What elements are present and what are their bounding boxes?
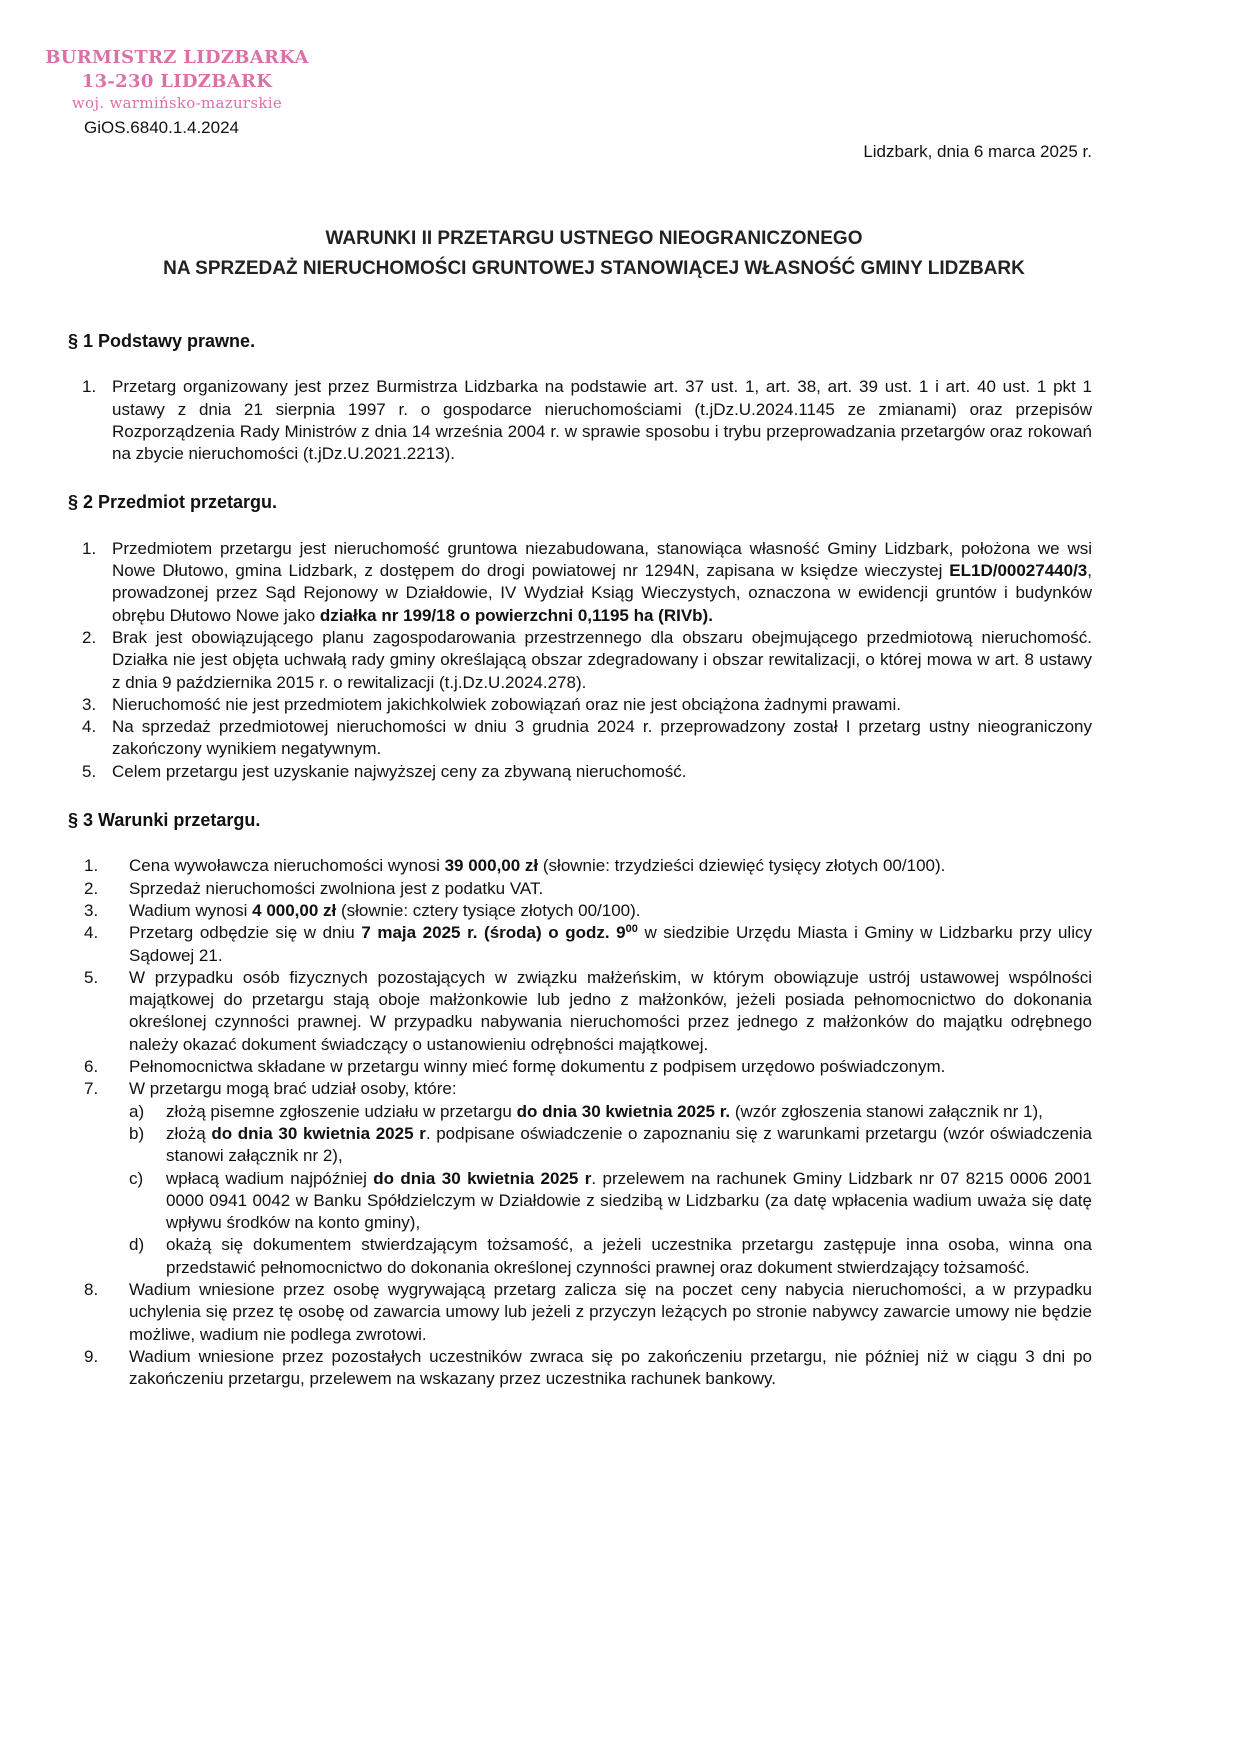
item-text: W przypadku osób fizycznych pozostających w związku małżeńskim, w którym obowiązuje ustrój ustawowej wspólności majątkowej do przetargu stają oboje małżonkowie lub jedno z małżonków, jeżeli posiada pełnomocnictwo do dokonania określonej czynności prawnej. W przypadku nabywania nieruchomości przez jednego z małżonków do majątku odrębnego należy okazać dokument świadczący o ustanowieniu odrębności majątkowej. [129,967,1092,1054]
list-item [68,716,1092,761]
land-register-number: EL1D/00027440/3 [949,561,1088,581]
item-number: 4. [82,717,97,737]
section-3-list [68,855,1092,1390]
item-text: (słownie: trzydzieści dziewięć tysięcy złotych 00/100). [538,856,946,876]
list-item [68,855,1092,877]
list-item [68,376,1092,465]
item-number: 3. [82,694,97,714]
item-text: Wadium wniesione przez osobę wygrywającą przetarg zalicza się na poczet ceny nabycia nieruchomości, a w przypadku uchylenia się przez tę osobę od zawarcia umowy lub jeżeli z przyczyn leżących po stronie nabywcy zawarcie umowy nie będzie możliwe, wadium nie podlega zwrotowi. [129,1279,1092,1344]
item-text: Wadium wniesione przez pozostałych uczestników zwraca się po zakończeniu przetargu, nie później niż w ciągu 3 dni po zakończeniu przetargu, przelewem na wskazany przez uczestnika rachunek bankowy. [129,1346,1092,1389]
item-text: W przetargu mogą brać udział osoby, które: [129,1079,457,1099]
document-body [68,330,1092,1416]
list-item [68,538,1092,627]
item-number: 9. [84,1346,99,1366]
item-text: Wadium wynosi [129,900,253,920]
item-text: Przedmiotem przetargu jest nieruchomość gruntowa niezabudowana, stanowiąca własność Gminy Lidzbark, położona we wsi Nowe Dłutowo, gmina Lidzbark, z dostępem do drogi powiatowej nr 1294N, zapisana w księdze wieczystej [112,538,1092,581]
section-heading: § 3 Warunki przetargu. [68,810,261,831]
list-item [68,922,1092,967]
list-item [68,1078,1092,1279]
title-line-2: NA SPRZEDAŻ NIERUCHOMOŚCI GRUNTOWEJ STANOWIĄCEJ WŁASNOŚĆ GMINY LIDZBARK [163,258,1025,279]
item-text: . podpisane oświadczenie o zapoznaniu się z warunkami przetargu (wzór oświadczenia stanowi załącznik nr 2), [166,1123,1092,1166]
item-text: Pełnomocnictwa składane w przetargu winny mieć formę dokumentu z podpisem urzędowo poświadczonym. [129,1057,946,1077]
section-heading: § 2 Przedmiot przetargu. [68,492,278,513]
section-1-list [68,376,1092,465]
list-item [68,967,1092,1056]
starting-price: 39 000,00 zł [444,856,539,876]
item-text: Sprzedaż nieruchomości zwolniona jest z podatku VAT. [129,878,544,898]
item-number: 4. [84,923,99,943]
list-item [68,694,1092,716]
sub-list [129,1101,1092,1279]
stamp-line-2: 13-230 LIDZBARK [81,71,273,92]
item-text: wpłacą wadium najpóźniej [166,1168,374,1188]
list-item [68,1056,1092,1078]
item-number: 5. [82,761,97,781]
section-2-list [68,538,1092,783]
item-text: w siedzibie Urzędu Miasta i Gminy w Lidzbarku przy ulicy Sądowej 21. [129,923,1092,965]
item-text: Nieruchomość nie jest przedmiotem jakichkolwiek zobowiązań oraz nie jest obciążona żadnymi prawami. [112,694,901,714]
item-text: okażą się dokumentem stwierdzającym tożsamość, a jeżeli uczestnika przetargu zastępuje inna osoba, winna ona przedstawić pełnomocnictwo do dokonania określonej czynności prawnej oraz dokument stwierdzający tożsamość. [166,1235,1092,1277]
item-number: 2. [82,627,97,647]
sub-list-item [129,1123,1092,1168]
item-number: 5. [84,967,99,987]
item-text: Celem przetargu jest uzyskanie najwyższej ceny za zbywaną nieruchomość. [112,761,687,781]
list-item [68,761,1092,783]
item-number: 1. [82,377,97,397]
list-item [68,900,1092,922]
sub-item-letter: d) [129,1235,145,1255]
plot-description: działka nr 199/18 o powierzchni 0,1195 ha (RIVb). [319,605,713,625]
item-text: Cena wywoławcza nieruchomości wynosi [129,856,445,876]
list-item [68,878,1092,900]
item-text: Przetarg odbędzie się w dniu [129,923,362,943]
auction-time-minutes: 00 [625,923,638,936]
list-item [68,1279,1092,1346]
item-number: 2. [84,878,99,898]
sub-item-letter: a) [129,1101,145,1121]
title-line-1: WARUNKI II PRZETARGU USTNEGO NIEOGRANICZONEGO [325,228,863,249]
item-number: 7. [84,1079,99,1099]
stamp-line-3: woj. warmińsko-mazurskie [71,94,283,112]
deadline: do dnia 30 kwietnia 2025 r [211,1123,426,1143]
section-heading: § 1 Podstawy prawne. [68,331,256,351]
item-text: złożą [166,1123,212,1143]
reference-number: GiOS.6840.1.4.2024 [84,118,240,137]
item-number: 8. [84,1279,99,1299]
stamp-line-1: BURMISTRZ LIDZBARKA [45,47,309,68]
item-text: Brak jest obowiązującego planu zagospodarowania przestrzennego dla obszaru obejmującego przedmiotową nieruchomość. Działka nie jest objęta uchwałą rady gminy określającą obszar zdegradowany i obszar rewitalizacji, o której mowa w art. 8 ustawy z dnia 9 października 2015 r. o rewitalizacji (t.j.Dz.U.2024.278). [112,627,1092,692]
item-text: . przelewem na rachunek Gminy Lidzbark nr 07 8215 0006 2001 0000 0941 0042 w Banku Spółdzielczym w Działdowie z siedzibą w Lidzbarku (za datę wpłacenia wadium uważa się datę wpływu środków na konto gminy), [166,1168,1092,1233]
item-number: 3. [84,900,99,920]
sub-list-item [129,1234,1092,1279]
document-title [40,224,1148,284]
deadline: do dnia 30 kwietnia 2025 r. [516,1101,731,1121]
item-text: Na sprzedaż przedmiotowej nieruchomości w dniu 3 grudnia 2024 r. przeprowadzony został I przetarg ustny nieograniczony zakończony wynikiem negatywnym. [112,717,1092,759]
item-text: złożą pisemne zgłoszenie udziału w przetargu [166,1101,517,1121]
item-number: 6. [84,1057,99,1077]
deadline: do dnia 30 kwietnia 2025 r [373,1168,592,1188]
sub-list-item [129,1101,1092,1123]
office-stamp [44,46,310,112]
item-number: 1. [84,856,99,876]
list-item [68,1346,1092,1391]
sub-item-letter: b) [129,1123,145,1143]
sub-list-item [129,1168,1092,1235]
item-text: (słownie: cztery tysiące złotych 00/100). [336,900,641,920]
item-text: (wzór zgłoszenia stanowi załącznik nr 1), [730,1101,1043,1121]
list-item [68,627,1092,694]
item-text: , prowadzonej przez Sąd Rejonowy w Działdowie, IV Wydział Ksiąg Wieczystych, oznaczona w ewidencji gruntów i budynków obrębu Dłutowo Nowe jako [112,561,1092,625]
deposit-amount: 4 000,00 zł [252,900,337,920]
auction-date: 7 maja 2025 r. (środa) o godz. 9 [361,923,626,943]
item-text: Przetarg organizowany jest przez Burmistrza Lidzbarka na podstawie art. 37 ust. 1, art. 38, art. 39 ust. 1 i art. 40 ust. 1 pkt 1 ustawy z dnia 21 sierpnia 1997 r. o gospodarce nieruchomościami (t.jDz.U.2024.1145 ze zmianami) oraz przepisów Rozporządzenia Rady Ministrów z dnia 14 września 2004 r. w sprawie sposobu i trybu przeprowadzania przetargów oraz rokowań na zbycie nieruchomości (t.jDz.U.2021.2213). [112,377,1092,464]
sub-item-letter: c) [129,1168,144,1188]
item-number: 1. [82,538,97,558]
place-date: Lidzbark, dnia 6 marca 2025 r. [863,142,1092,161]
